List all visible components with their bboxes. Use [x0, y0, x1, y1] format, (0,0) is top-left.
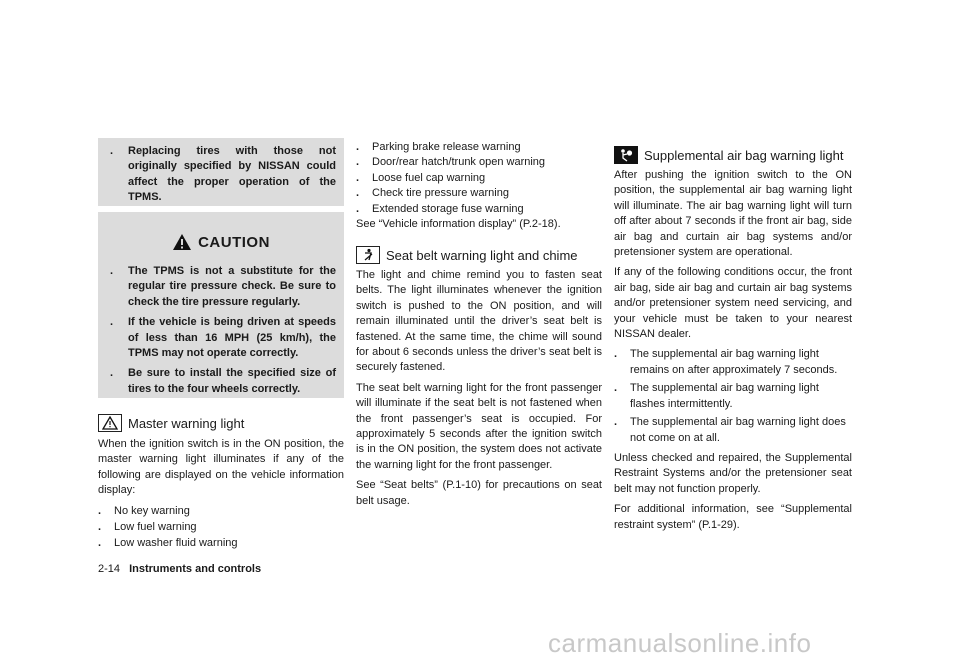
tpms-note-box	[98, 138, 344, 206]
paragraph: See “Seat belts” (P.1-10) for precautions on seat belt usage.	[356, 479, 602, 507]
paragraph: When the ignition switch is in the ON position, the master warning light illuminates if any of the following are displayed on the vehicle information display:	[98, 438, 344, 497]
page-number: 2-14	[98, 563, 121, 575]
paragraph: The light and chime remind you to fasten seat belts. The light illuminates whenever the ignition switch is pushed to the ON position, and will remain illuminated until the driver’s seat belt is fastened. At the same time, the chime will sound for about 6 seconds unless the driver’s seat belt is securely fastened.	[356, 269, 602, 374]
list-item: . Loose fuel cap warning	[356, 171, 486, 184]
airbag-body	[614, 168, 852, 533]
section-title: Instruments and controls	[129, 563, 262, 575]
list-item: . The supplemental air bag warning light flashes intermittently.	[614, 382, 819, 410]
list-item: . Be sure to install the specified size of tires to the four wheels correctly.	[110, 367, 336, 395]
list-item: . Door/rear hatch/trunk open warning	[356, 156, 546, 169]
seat-belt-heading: Seat belt warning light and chime	[356, 246, 578, 264]
master-warning-heading: Master warning light	[98, 414, 244, 432]
list-item: . Replacing tires with those not originally specified by NISSAN could affect the proper operation of the TPMS.	[110, 145, 336, 204]
watermark: carmanualsonline.info	[548, 628, 812, 658]
list-item: . The supplemental air bag warning light remains on after approximately 7 seconds.	[614, 348, 838, 376]
list-item: . The supplemental air bag warning light does not come on at all.	[614, 416, 846, 444]
airbag-icon	[614, 146, 638, 164]
paragraph: If any of the following conditions occur, the front air bag, side air bag and curtain air bag systems and/or pretensioner system need servicing, and your vehicle must be taken to your nearest NISSAN dealer.	[614, 266, 852, 341]
list-item: . Check tire pressure warning	[356, 187, 509, 200]
warning-icon	[172, 233, 192, 251]
list-item: . Low washer fluid warning	[98, 537, 238, 550]
paragraph: The seat belt warning light for the front passenger will illuminate if the seat belt is not fastened when the front passenger’s seat is occupied. For approximately 5 seconds after the ignition switch is in the ON position, the system does not activate the warning light for the front passenger.	[356, 381, 602, 471]
paragraph: Unless checked and repaired, the Supplemental Restraint Systems and/or the pretensioner seat belt may not function properly.	[614, 451, 852, 495]
page-footer	[98, 563, 261, 575]
caution-header	[98, 232, 344, 252]
list-item: . The TPMS is not a substitute for the regular tire pressure check. Be sure to check the tire pressure regularly.	[110, 265, 336, 308]
list-item: . No key warning	[98, 504, 190, 517]
list-item: . Low fuel warning	[98, 521, 197, 534]
seat-belt-body	[356, 268, 602, 509]
list-item: . Parking brake release warning	[356, 141, 521, 153]
seat-belt-icon	[356, 246, 380, 264]
list-item: . If the vehicle is being driven at speeds of less than 16 MPH (25 km/h), the TPMS may not operate correctly.	[110, 316, 336, 360]
list-item: . Extended storage fuse warning	[356, 202, 524, 215]
caution-title: CAUTION	[198, 233, 270, 251]
paragraph: For additional information, see “Supplemental restraint system” (P.1-29).	[614, 503, 852, 531]
airbag-heading: Supplemental air bag warning light	[614, 146, 843, 164]
cross-reference: See “Vehicle information display” (P.2-18).	[356, 218, 561, 231]
master-warning-icon	[98, 414, 122, 432]
master-warning-body	[98, 437, 344, 552]
paragraph: After pushing the ignition switch to the ON position, the supplemental air bag warning light will illuminate. The air bag warning light will turn off after about 7 seconds if the front air bag, side air bag and curtain air bag systems and/or pretensioner system are operational.	[614, 169, 852, 259]
caution-box	[98, 212, 344, 398]
middle-column	[356, 140, 602, 232]
